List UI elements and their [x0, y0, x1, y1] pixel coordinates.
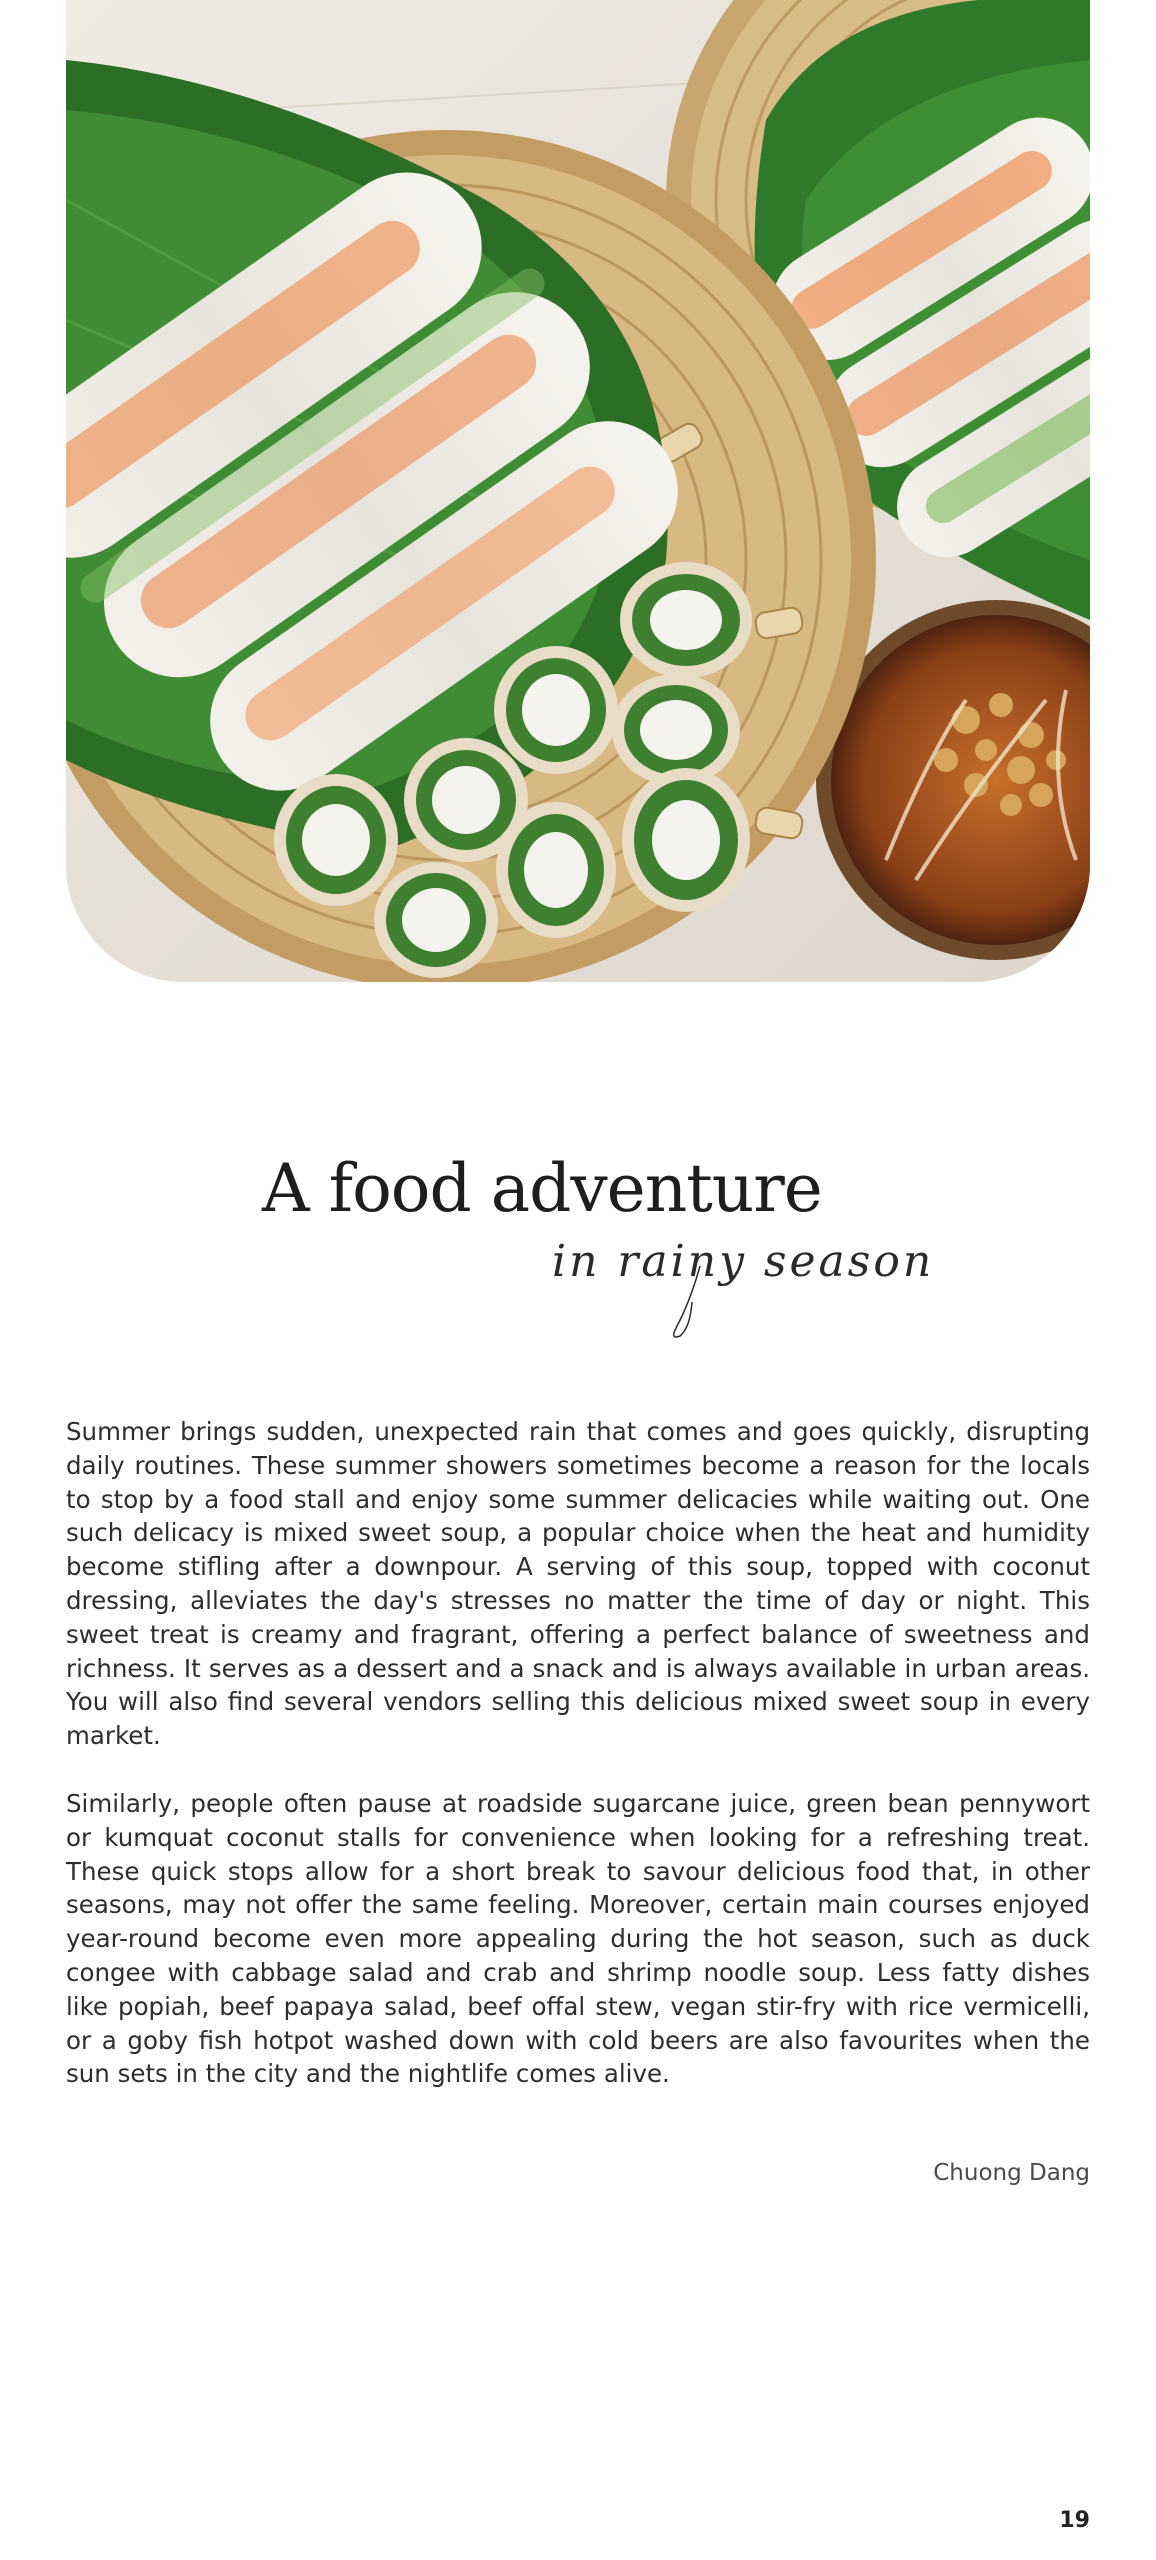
article-body [66, 1415, 1090, 2125]
paragraph-2: Similarly, people often pause at roadside sugarcane juice, green bean pennywort or kumquat coconut stalls for convenience when looking for a refreshing treat. These quick stops allow for a short break to savour delicious food that, in other seasons, may not offer the same feeling. Moreover, certain main courses enjoyed year-round become even more appealing during the hot season, such as duck congee with cabbage salad and crab and shrimp noodle soup. Less fatty dishes like popiah, beef papaya salad, beef offal stew, vegan stir-fry with rice vermicelli, or a goby fish hotpot washed down with cold beers are also favourites when the sun sets in the city and the nightlife comes alive. [66, 1788, 1090, 2089]
article-title: A food adventure [262, 1150, 822, 1227]
flourish-decoration [660, 1262, 720, 1342]
spring-rolls-illustration [66, 0, 1090, 982]
hero-photo [66, 0, 1090, 982]
page-number: 19 [1059, 2508, 1090, 2533]
paragraph-1: Summer brings sudden, unexpected rain that comes and goes quickly, disrupting daily routines. These summer showers sometimes become a reason for the locals to stop by a food stall and enjoy some summer delicacies while waiting out. One such delicacy is mixed sweet soup, a popular choice when the heat and humidity become stifling after a downpour. A serving of this soup, topped with coconut dressing, alleviates the day's stresses no matter the time of day or night. This sweet treat is creamy and fragrant, offering a perfect balance of sweetness and richness. It serves as a dessert and a snack and is always available in urban areas. You will also find several vendors selling this delicious mixed sweet soup in every market. [66, 1417, 1090, 1751]
author-name: Chuong Dang [933, 2160, 1090, 2186]
article-subtitle: in rainy season [552, 1236, 935, 1287]
